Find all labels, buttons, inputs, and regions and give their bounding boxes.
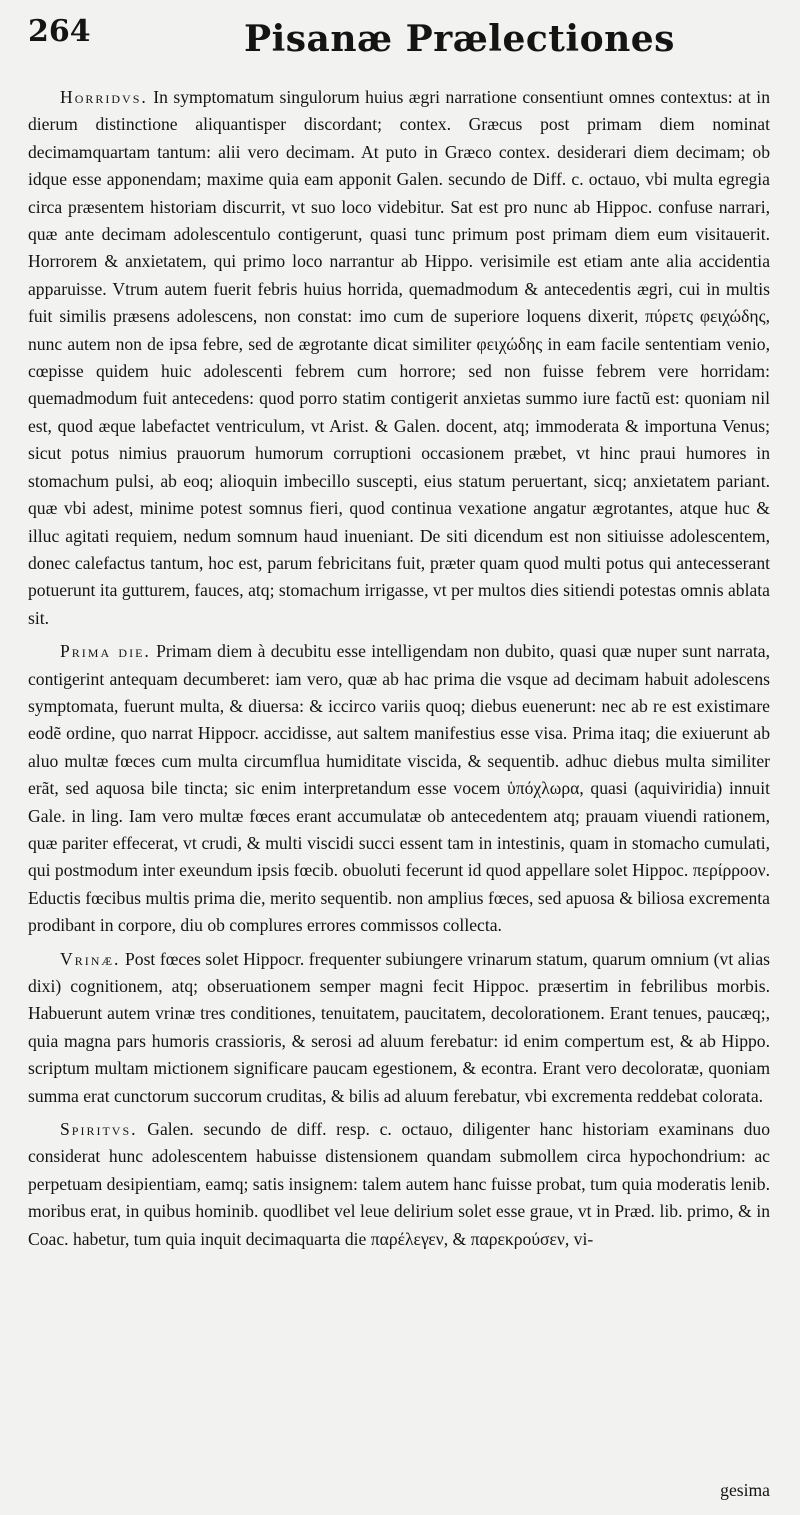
paragraph-lead: Prima die. — [60, 641, 151, 662]
paragraph-prima-die — [28, 638, 770, 939]
paragraph-horridus — [28, 84, 770, 632]
catchword: gesima — [720, 1480, 770, 1500]
page-header — [28, 14, 772, 78]
paragraph-text: In symptomatum singulorum huius ægri narratione consentiunt omnes contextus: at in dierum distinctione aliquantisper discordant; contex. Græcus post primam diem nominat decimamquartam tantum: alii vero decimam. At puto in Græco contex. desiderari diem decimam; ob idque esse apponendam; maxime quia eam apponit Galen. secundo de Diff. c. octauo, vbi multa egregia circa præsentem historiam discurrit, vt suo loco videbitur. Sat est pro nunc ab Hippoc. confuse narrari, quæ ante decimam adolescentulo contigerunt, quasi tunc primum post primam diem eum visitauerit. Horrorem & anxietatem, qui primo loco narrantur ab Hippo. verisimile est etiam ante alia accidentia apparuisse. Vtrum autem fuerit febris huius horrida, quemadmodum & antecedentis ægri, cui in multis fuit similis præsens adolescens, non constat: imo cum de superiore loquens dixerit, πύρετς φειχώδης, nunc autem non de ipsa febre, sed de ægrotante dicat similiter φειχώδης in eam facile sententiam venio, cœpisse quidem huic adolescenti febrem cum horrore; sed non fuisse febrem vere horridam: quemadmodum fuit antecedens: quod porro statim contigerit anxietas summo iure factũ est: quoniam nil est, quod æque labefactet ventriculum, vt Arist. & Galen. docent, atq; immoderata & importuna Venus; sicut potus nimius prauorum humorum corruptioni occasionem præbet, vt hinc praui humores in stomachum pulsi, ab eoq; alioquin imbecillo suscepti, eius statum peruertant, sicq; anxietatem pariant. quæ vbi adest, minime potest somnus fieri, quod continua vexatione angatur ægrotantes, atque huc & illuc agitati requiem, nedum somnum haud inueniant. De siti dicendum est non sitiuisse adolescentem, donec calefactus tantum, hoc est, parum febricitans fuit, præter quam quod multi potus qui antecesserant potuerunt ita gutturem, fauces, atq; stomachum irrigasse, vt per multos dies sitiendi potestas omnis ablata sit. — [28, 87, 770, 628]
paragraph-lead: Horridvs. — [60, 87, 148, 107]
body-text — [28, 84, 770, 1253]
paragraph-lead: Vrinæ. — [60, 948, 121, 969]
paragraph-spiritus — [28, 1116, 770, 1253]
paragraph-text: Primam diem à decubitu esse intelligendam non dubito, quasi quæ nuper sunt narrata, contigerint antequam decumberet: iam vero, quæ ab hac prima die vsque ad decimam habuit adolescens symptomata, fuerunt multa, & diuersa: & iccirco variis quoq; diebus euenerunt: nec ab re est existimare eodẽ ordine, quo narrat Hippocr. accidisse, aut saltem manifestius esse visa. Prima itaq; die exiuerunt ab aluo multæ fœces cum multa circumflua humiditate viscida, & sequentib. adhuc diebus multa similiter erãt, sed aquosa bile tincta; sic enim interpretandum esse vocem ὑπόχλωρα, quasi (aquiviridia) innuit Gale. in ling. Iam vero multæ fœces erant accumulatæ ob antecedentem atq; prauam viuendi rationem, quæ pariter effecerat, vt crudi, & multi viscidi succi essent tam in intestinis, quam in stomacho cumulati, qui postmodum inter exeundum ipsis fœcib. obuoluti fecerunt id quod appellare solet Hippoc. περίρροον. Eductis fœcibus multis prima die, merito sequentib. non amplius fœces, sed apuosa & biliosa excrementa prodibant in corpore, diu ob complures errores commissos collecta. — [28, 641, 770, 936]
paragraph-text: Galen. secundo de diff. resp. c. octauo, diligenter hanc historiam examinans duo considerat hunc adolescentem habuisse distensionem quandam submollem circa hypochondrium: ac perpetuam desipientiam, eamq; satis insignem: talem autem hanc fuisse probat, tum quia moderatis lenib. moribus erat, in quibus hominib. quodlibet vel leue delirium solet esse graue, vt in Præd. lib. primo, & in Coac. habetur, tum quia inquit decimaquarta die παρέλεγεν, & παρεκρούσεν, vi- — [28, 1119, 770, 1249]
paragraph-lead: Spiritvs. — [60, 1119, 138, 1140]
paragraph-text: Post fœces solet Hippocr. frequenter subiungere vrinarum statum, quarum omnium (vt alias dixi) cognitionem, atq; obseruationem semper magni fecit Hippoc. præsertim in febrilibus morbis. Habuerunt autem vrinæ tres conditiones, tenuitatem, paucitatem, decolorationem. Erant tenues, paucæq;, quia magna pars humoris crassioris, & serosi ad aluum ferebatur: id enim compertum est, & ab Hippo. scriptum multam mictionem significare paucam egestionem, & econtra. Erant vero decoloratæ, quoniam summa erat cunctorum succorum cruditas, & bilis ad aluum ferebatur, vbi excrementa reddebat colorata. — [28, 948, 770, 1106]
page-number: 264 — [28, 14, 91, 49]
paragraph-vrinae — [28, 946, 770, 1110]
running-title: Pisanæ Prælectiones — [244, 18, 675, 60]
